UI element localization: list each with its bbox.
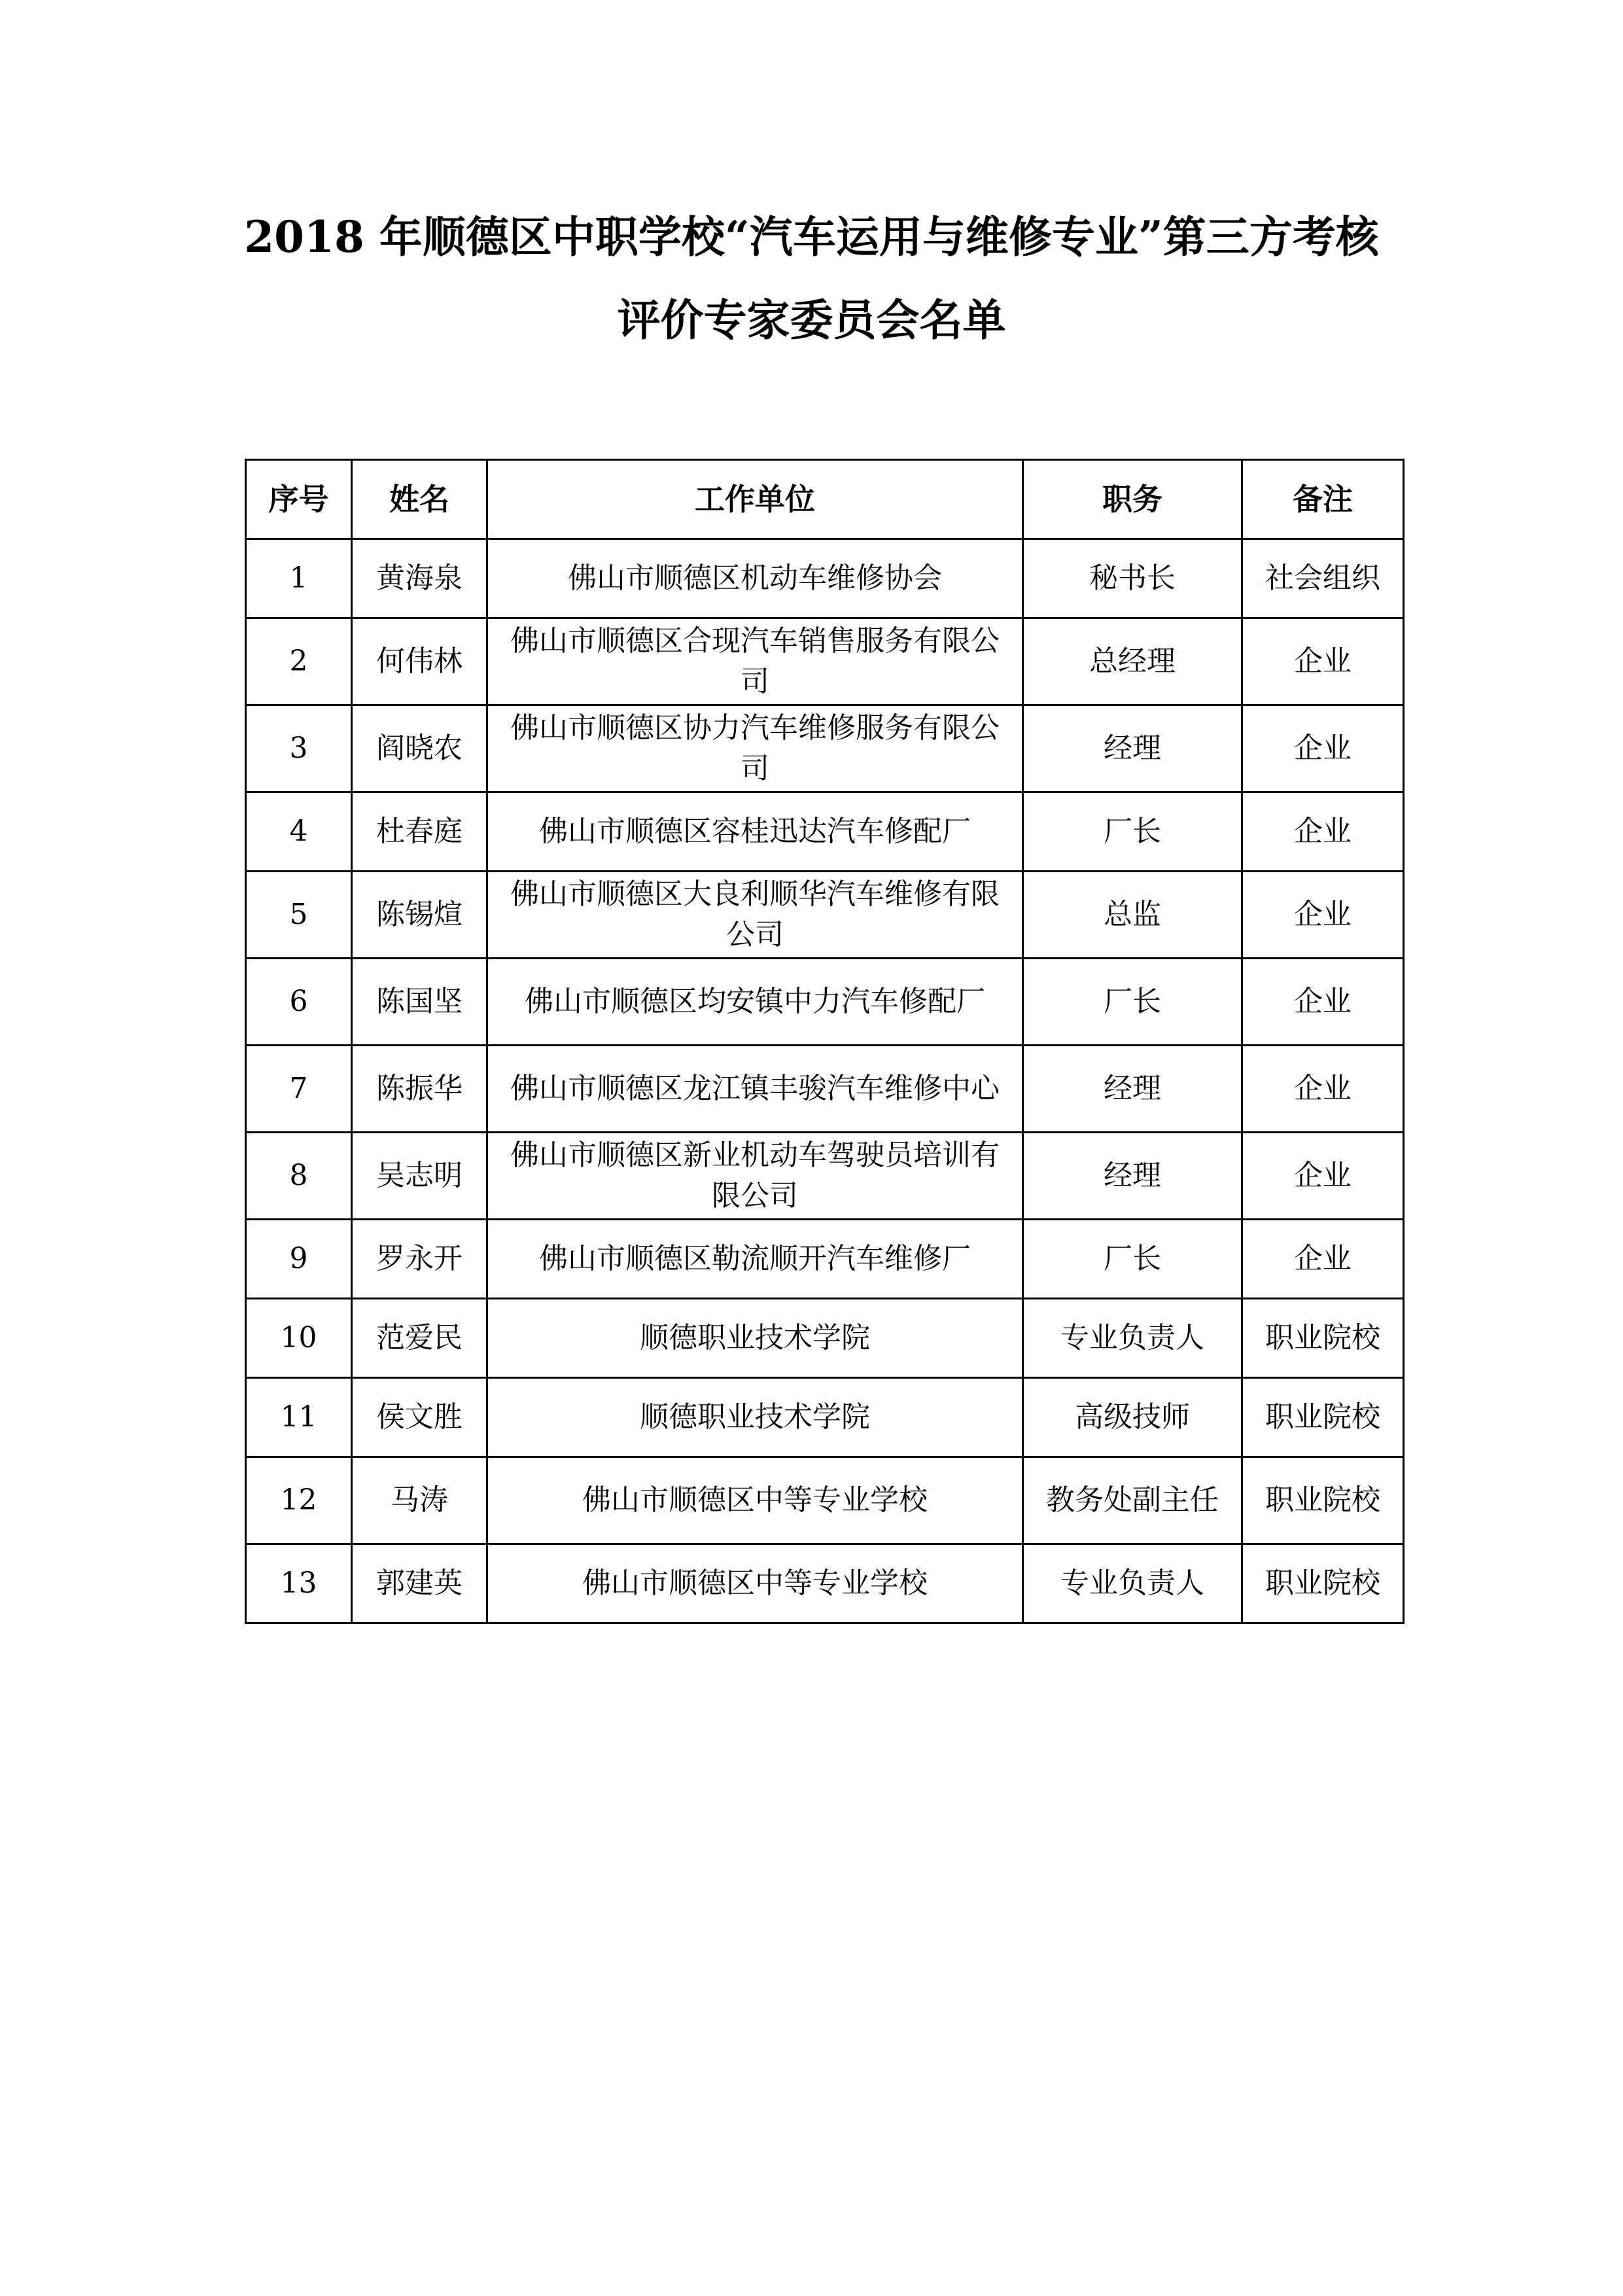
cell-note: 职业院校 bbox=[1242, 1457, 1404, 1544]
cell-position: 专业负责人 bbox=[1023, 1544, 1242, 1623]
cell-note: 企业 bbox=[1242, 705, 1404, 792]
cell-unit: 佛山市顺德区中等专业学校 bbox=[487, 1544, 1023, 1623]
cell-note: 企业 bbox=[1242, 618, 1404, 705]
cell-unit: 佛山市顺德区勒流顺开汽车维修厂 bbox=[487, 1220, 1023, 1299]
table-row bbox=[246, 792, 1404, 872]
cell-unit: 佛山市顺德区容桂迅达汽车修配厂 bbox=[487, 792, 1023, 872]
table-row bbox=[246, 1544, 1404, 1623]
table-row bbox=[246, 705, 1404, 792]
cell-name: 马涛 bbox=[352, 1457, 487, 1544]
table-row bbox=[246, 539, 1404, 618]
cell-index: 13 bbox=[246, 1544, 352, 1623]
cell-index: 1 bbox=[246, 539, 352, 618]
cell-name: 阎晓农 bbox=[352, 705, 487, 792]
cell-name: 侯文胜 bbox=[352, 1378, 487, 1457]
cell-index: 10 bbox=[246, 1299, 352, 1378]
cell-position: 秘书长 bbox=[1023, 539, 1242, 618]
cell-position: 经理 bbox=[1023, 1133, 1242, 1220]
cell-unit: 佛山市顺德区合现汽车销售服务有限公司 bbox=[487, 618, 1023, 705]
table-row bbox=[246, 1133, 1404, 1220]
header-index: 序号 bbox=[246, 460, 352, 539]
cell-name: 陈振华 bbox=[352, 1046, 487, 1133]
cell-unit: 佛山市顺德区均安镇中力汽车修配厂 bbox=[487, 959, 1023, 1046]
cell-position: 经理 bbox=[1023, 705, 1242, 792]
cell-unit: 佛山市顺德区机动车维修协会 bbox=[487, 539, 1023, 618]
header-name: 姓名 bbox=[352, 460, 487, 539]
cell-position: 厂长 bbox=[1023, 792, 1242, 872]
cell-unit: 佛山市顺德区新业机动车驾驶员培训有限公司 bbox=[487, 1133, 1023, 1220]
cell-position: 经理 bbox=[1023, 1046, 1242, 1133]
header-note: 备注 bbox=[1242, 460, 1404, 539]
table-row bbox=[246, 1220, 1404, 1299]
cell-index: 2 bbox=[246, 618, 352, 705]
cell-name: 陈国坚 bbox=[352, 959, 487, 1046]
cell-note: 企业 bbox=[1242, 959, 1404, 1046]
cell-position: 高级技师 bbox=[1023, 1378, 1242, 1457]
cell-note: 企业 bbox=[1242, 1046, 1404, 1133]
table-row bbox=[246, 1046, 1404, 1133]
cell-position: 厂长 bbox=[1023, 959, 1242, 1046]
cell-unit: 佛山市顺德区龙江镇丰骏汽车维修中心 bbox=[487, 1046, 1023, 1133]
cell-note: 企业 bbox=[1242, 792, 1404, 872]
cell-note: 职业院校 bbox=[1242, 1378, 1404, 1457]
cell-note: 社会组织 bbox=[1242, 539, 1404, 618]
cell-note: 企业 bbox=[1242, 1220, 1404, 1299]
cell-unit: 佛山市顺德区中等专业学校 bbox=[487, 1457, 1023, 1544]
cell-index: 11 bbox=[246, 1378, 352, 1457]
cell-note: 企业 bbox=[1242, 872, 1404, 959]
table-row bbox=[246, 1299, 1404, 1378]
cell-name: 陈锡煊 bbox=[352, 872, 487, 959]
table-row bbox=[246, 1457, 1404, 1544]
table-row bbox=[246, 618, 1404, 705]
cell-name: 范爱民 bbox=[352, 1299, 487, 1378]
cell-index: 5 bbox=[246, 872, 352, 959]
expert-committee-table bbox=[245, 459, 1405, 1624]
cell-name: 吴志明 bbox=[352, 1133, 487, 1220]
cell-unit: 佛山市顺德区大良利顺华汽车维修有限公司 bbox=[487, 872, 1023, 959]
table-row bbox=[246, 1378, 1404, 1457]
header-position: 职务 bbox=[1023, 460, 1242, 539]
cell-note: 职业院校 bbox=[1242, 1544, 1404, 1623]
cell-note: 职业院校 bbox=[1242, 1299, 1404, 1378]
cell-index: 6 bbox=[246, 959, 352, 1046]
cell-index: 9 bbox=[246, 1220, 352, 1299]
cell-position: 厂长 bbox=[1023, 1220, 1242, 1299]
cell-name: 何伟林 bbox=[352, 618, 487, 705]
cell-note: 企业 bbox=[1242, 1133, 1404, 1220]
header-unit: 工作单位 bbox=[487, 460, 1023, 539]
cell-name: 郭建英 bbox=[352, 1544, 487, 1623]
cell-unit: 佛山市顺德区协力汽车维修服务有限公司 bbox=[487, 705, 1023, 792]
cell-unit: 顺德职业技术学院 bbox=[487, 1378, 1023, 1457]
cell-position: 总监 bbox=[1023, 872, 1242, 959]
document-title-line-1: 2018 年顺德区中职学校“汽车运用与维修专业”第三方考核 bbox=[244, 211, 1379, 262]
cell-unit: 顺德职业技术学院 bbox=[487, 1299, 1023, 1378]
table-row bbox=[246, 872, 1404, 959]
cell-position: 专业负责人 bbox=[1023, 1299, 1242, 1378]
cell-index: 4 bbox=[246, 792, 352, 872]
cell-index: 7 bbox=[246, 1046, 352, 1133]
cell-name: 罗永开 bbox=[352, 1220, 487, 1299]
table-row bbox=[246, 959, 1404, 1046]
cell-position: 教务处副主任 bbox=[1023, 1457, 1242, 1544]
document-title-line-2: 评价专家委员会名单 bbox=[617, 294, 1006, 345]
cell-index: 8 bbox=[246, 1133, 352, 1220]
cell-name: 黄海泉 bbox=[352, 539, 487, 618]
cell-position: 总经理 bbox=[1023, 618, 1242, 705]
cell-name: 杜春庭 bbox=[352, 792, 487, 872]
table-header-row bbox=[246, 460, 1404, 539]
cell-index: 12 bbox=[246, 1457, 352, 1544]
cell-index: 3 bbox=[246, 705, 352, 792]
